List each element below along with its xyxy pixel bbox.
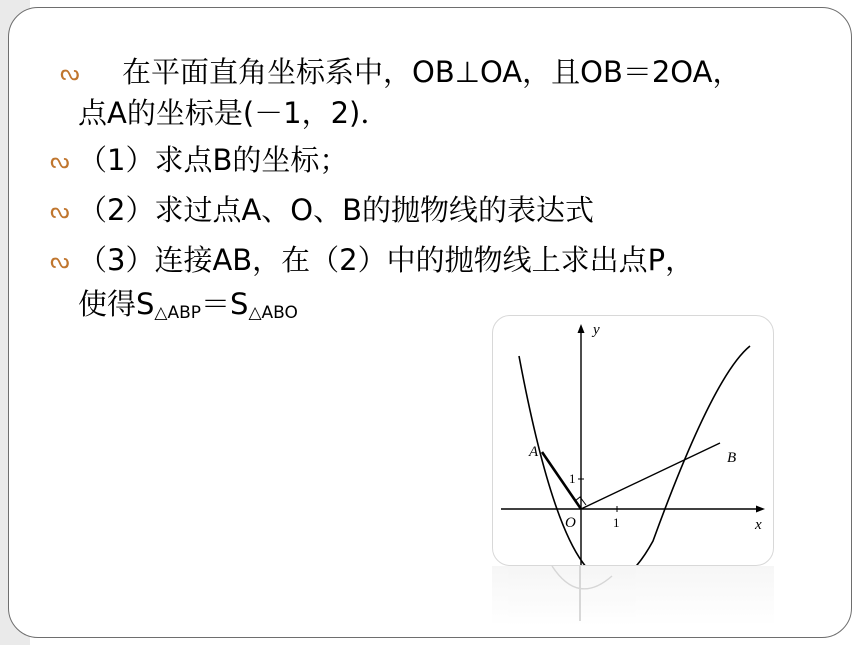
graph-svg [493, 316, 774, 566]
segment-ob [581, 443, 720, 509]
x-unit-label: 1 [613, 515, 620, 530]
parabola-graph [492, 315, 774, 566]
origin-label: O [565, 515, 576, 531]
bullet-icon: ᔓ [50, 199, 70, 224]
graph-reflection [492, 566, 774, 626]
question-2: （2）求过点A、O、B的抛物线的表达式 [78, 193, 595, 227]
x-axis-arrow-icon [756, 506, 765, 513]
y-axis-label: y [593, 322, 600, 338]
bullet-icon: ᔓ [50, 249, 70, 274]
reflection-svg [492, 566, 774, 626]
point-b-label: B [727, 450, 737, 466]
question-3-line2: 使得$S_{\triangle ABP}=S_{\triangle ABO}$ [78, 287, 298, 323]
problem-intro-line1: 在平面直角坐标系中，OB⊥OA，且OB＝2OA， [122, 55, 742, 89]
y-axis-arrow-icon [578, 324, 585, 333]
bullet-icon: ᔓ [60, 61, 80, 86]
question-1: （1）求点B的坐标； [78, 143, 349, 177]
y-unit-label: 1 [569, 471, 576, 486]
reflected-curve [552, 566, 612, 589]
question-3-line1: （3）连接AB，在（2）中的抛物线上求出点P， [78, 243, 695, 277]
parabola-curve [519, 346, 750, 566]
problem-intro-line2: 点A的坐标是(－1，2)． [78, 96, 390, 130]
x-axis-label: x [755, 517, 762, 533]
point-a-label: A [529, 444, 539, 460]
bullet-icon: ᔓ [50, 149, 70, 174]
